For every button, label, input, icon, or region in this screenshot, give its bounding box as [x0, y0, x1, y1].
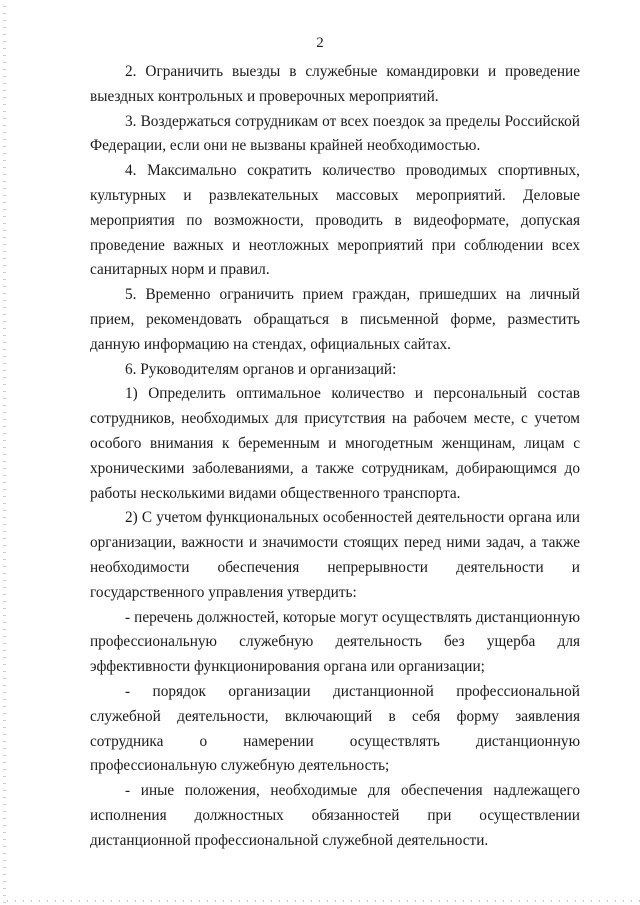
- scan-edge-bottom: [0, 900, 640, 902]
- paragraph-item-4: 4. Максимально сократить количество проводимых спортивных, культурных и развлекательных массовых мероприятий. Деловые мероприятия по возможности, проводить в видеоформате, допуская проведение важных и неотложных мероприятий при соблюдении всех санитарных норм и правил.: [90, 162, 580, 279]
- paragraph-item-6: 6. Руководителям органов и организаций:: [125, 360, 397, 378]
- list-item-other-provisions: - иные положения, необходимые для обеспечения надлежащего исполнения должностных обязанностей при осуществлении дистанционной профессиональной служебной деятельности.: [90, 782, 580, 849]
- list-item-procedure: - порядок организации дистанционной профессиональной служебной деятельности, включающий в себя форму заявления сотрудника о намерении осуществлять дистанционную профессиональную служебную деятельность;: [90, 682, 580, 775]
- subparagraph-1: 1) Определить оптимальное количество и персональный состав сотрудников, необходимых для присутствия на рабочем месте, с учетом особого внимания к беременным и многодетным женщинам, лицам с хроническими заболеваниями, а также сотрудникам, добирающимся до работы несколькими видами общественного транспорта.: [90, 385, 580, 502]
- scan-edge-left: [3, 0, 6, 905]
- list-item-positions: - перечень должностей, которые могут осуществлять дистанционную профессиональную служебную деятельность без ущерба для эффективности функционирования органа или организации;: [90, 608, 580, 676]
- paragraph-item-3: 3. Воздержаться сотрудникам от всех поездок за пределы Российской Федерации, если они не вызваны крайней необходимостью.: [90, 112, 580, 155]
- paragraph-item-5: 5. Временно ограничить прием граждан, пришедших на личный прием, рекомендовать обращаться в письменной форме, разместить данную информацию на стендах, официальных сайтах.: [90, 286, 580, 353]
- page-number: 2: [316, 35, 324, 51]
- subparagraph-2: 2) С учетом функциональных особенностей деятельности органа или организации, важности и значимости стоящих перед ними задач, а также необходимости обеспечения непрерывности деятельности и государственного управления утвердить:: [90, 509, 580, 601]
- paragraph-item-2: 2. Ограничить выезды в служебные командировки и проведение выездных контрольных и проверочных мероприятий.: [90, 63, 580, 105]
- document-body: [90, 60, 580, 854]
